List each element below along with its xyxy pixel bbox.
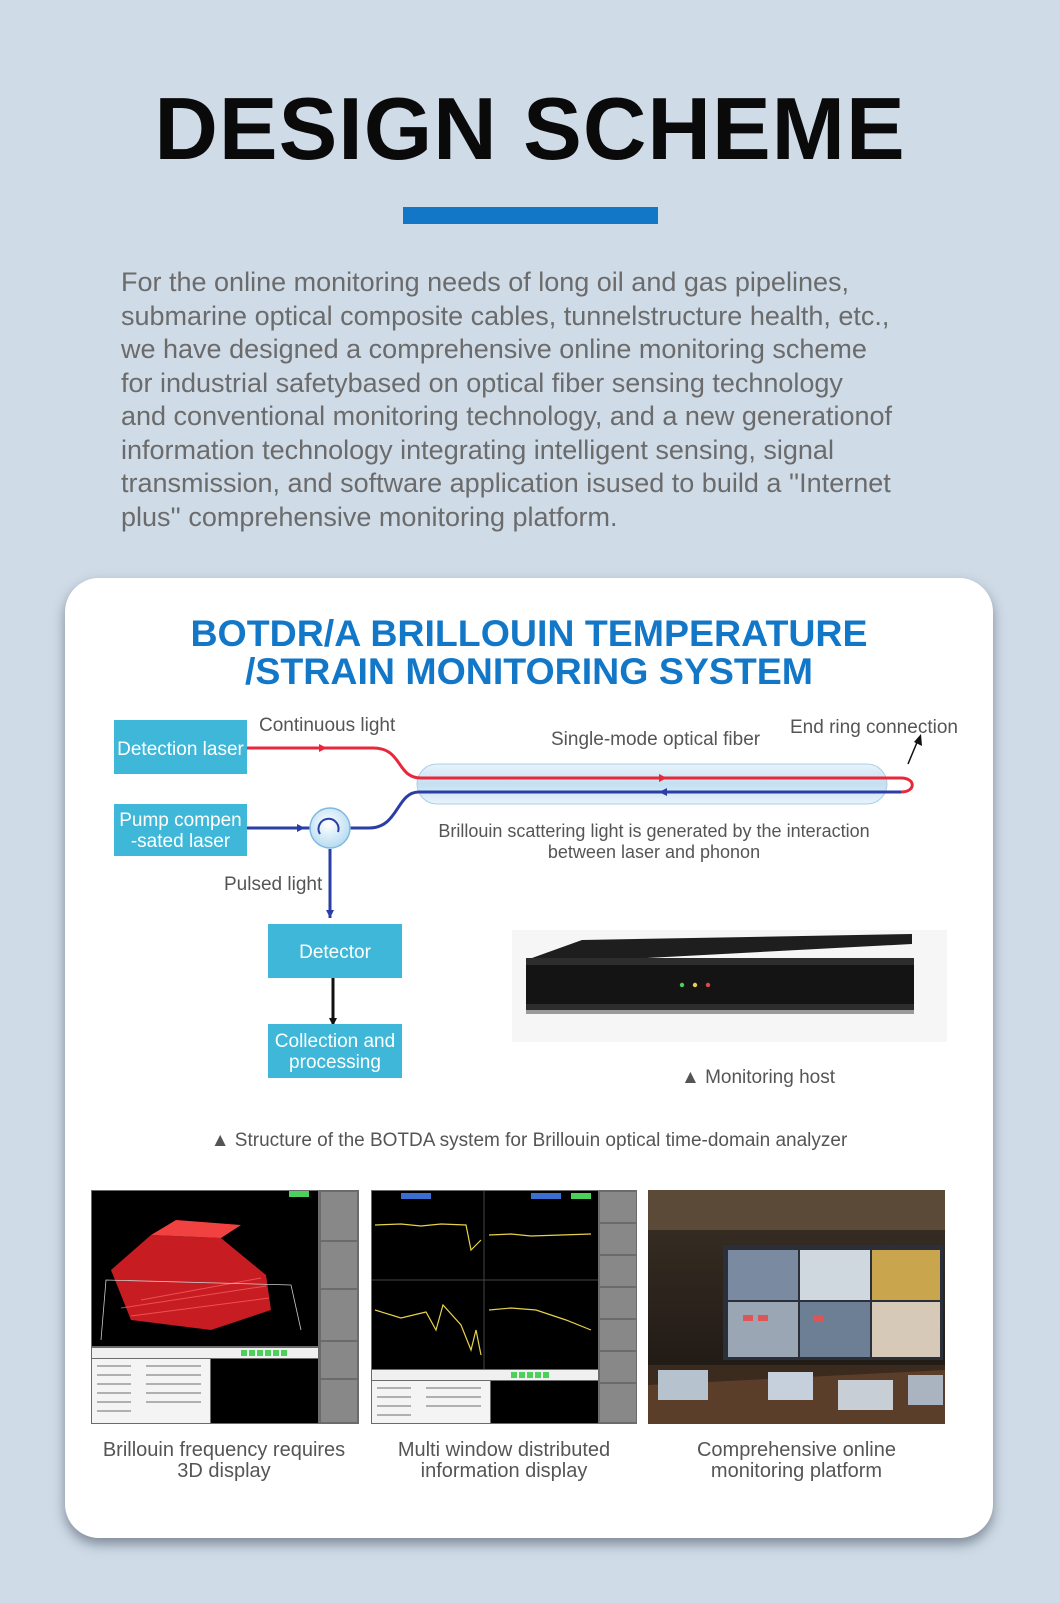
monitoring-host-image xyxy=(512,930,947,1042)
control-room-photo xyxy=(648,1190,945,1424)
screen-caption-line: Comprehensive online xyxy=(696,1439,896,1461)
blue-arrow xyxy=(326,910,334,918)
intro-paragraph xyxy=(121,266,961,534)
3d-display-screenshot xyxy=(91,1190,359,1424)
server-illustration xyxy=(512,930,947,1042)
screen-caption-line: information display xyxy=(420,1460,588,1482)
screen-caption-line: Multi window distributed xyxy=(397,1439,611,1461)
circulator-icon xyxy=(310,808,350,848)
red-arrow xyxy=(319,744,327,752)
scatter-label: Brillouin scattering light is generated by the interaction xyxy=(438,821,870,841)
blue-arrow xyxy=(297,824,305,832)
intro-line: information technology integrating intelligent sensing, signal xyxy=(121,434,834,465)
collection-label: processing xyxy=(289,1052,381,1073)
end-ring-label: End ring connection xyxy=(790,717,958,738)
pulsed-light-label: Pulsed light xyxy=(224,874,323,895)
system-title xyxy=(65,614,993,690)
structure-caption: ▲ Structure of the BOTDA system for Brillouin optical time-domain analyzer xyxy=(210,1130,848,1151)
system-card xyxy=(65,578,993,1538)
monitoring-host-caption: ▲ Monitoring host xyxy=(681,1067,835,1088)
intro-line: and conventional monitoring technology, and a new generationof xyxy=(121,401,893,431)
screen-caption-line: 3D display xyxy=(177,1460,271,1482)
continuous-light-label: Continuous light xyxy=(259,715,396,736)
page-title: DESIGN SCHEME xyxy=(154,79,906,178)
intro-line: we have designed a comprehensive online monitoring scheme xyxy=(121,334,867,364)
screen-caption-line: Brillouin frequency requires xyxy=(102,1439,346,1461)
intro-line: for industrial safetybased on optical fiber sensing technology xyxy=(121,367,843,398)
system-title-line: /STRAIN MONITORING SYSTEM xyxy=(244,650,814,692)
detection-laser-label: Detection laser xyxy=(117,739,244,760)
pump-laser-label: -sated laser xyxy=(130,831,231,852)
optical-fiber-tube xyxy=(417,764,887,804)
screen-caption xyxy=(91,1440,357,1482)
system-title-line: BOTDR/A BRILLOUIN TEMPERATURE xyxy=(190,612,868,654)
pump-laser-label: Pump compen xyxy=(119,810,242,831)
detector-label: Detector xyxy=(299,942,371,963)
intro-line: transmission, and software application isused to build a ''Internet xyxy=(121,468,891,498)
botda-diagram xyxy=(111,704,971,1124)
scatter-label: between laser and phonon xyxy=(547,842,761,862)
multi-window-screenshot xyxy=(371,1190,637,1424)
fiber-label: Single-mode optical fiber xyxy=(551,729,761,750)
title-underline xyxy=(403,207,658,224)
screen-caption xyxy=(648,1440,945,1482)
intro-line: submarine optical composite cables, tunnelstructure health, etc., xyxy=(121,300,890,331)
intro-line: plus'' comprehensive monitoring platform. xyxy=(121,501,618,532)
end-ring-pointer xyxy=(908,740,918,764)
collection-label: Collection and xyxy=(274,1031,396,1052)
screen-caption xyxy=(371,1440,637,1482)
intro-line: For the online monitoring needs of long oil and gas pipelines, xyxy=(121,267,849,297)
screen-caption-line: monitoring platform xyxy=(710,1460,883,1482)
